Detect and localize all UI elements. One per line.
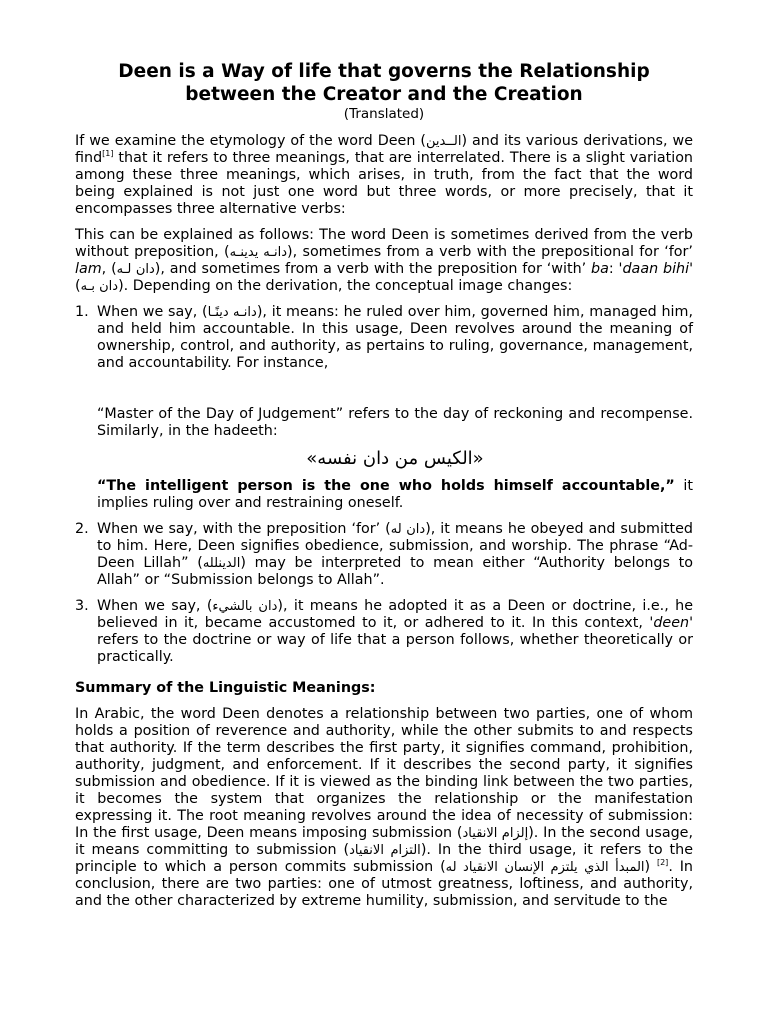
footnote-ref-2[interactable]: [2] <box>656 858 669 868</box>
list-item-2: 2. When we say, with the preposition ‘for’ (دان له), it means he obeyed and submitted to him. Here, Deen signifies obedience, submission, and worship. The phrase “Ad-Deen Lillah” (الدينلله) may be interpreted to mean either “Authority belongs to Allah” or “Submission belongs to Allah”. <box>75 521 694 588</box>
arabic-term: دان بـه <box>80 279 119 294</box>
arabic-term: المبدأ الذي يلتزم الإنسان الانقياد له <box>445 860 645 875</box>
list-item-1: 1. When we say, (دانـه دينًـا), it means: he ruled over him, governed him, managed him, and held him accountable. In this usage, Deen revolves around the meaning of ownership, control, and authority, as pertains to ruling, governance, management, and accountability. For instance, “Master of the Day of Judgement” refers to the day of reckoning and recompense. Similarly, in the hadeeth: «الكيس من دان نفسه» “The intelligent person is the one who holds himself accountable,” it implies ruling over and restraining oneself. <box>75 304 694 511</box>
title-line-1: Deen is a Way of life that governs the Relationship <box>118 61 650 82</box>
hadeeth-arabic-quote: «الكيس من دان نفسه» <box>306 448 484 469</box>
section-heading-summary: Summary of the Linguistic Meanings: <box>75 680 376 696</box>
arabic-term: دان بالشيء <box>212 599 278 614</box>
paragraph-derivation: This can be explained as follows: The word Deen is sometimes derived from the verb without preposition, (دانـه يدينـه), sometimes from a verb with the prepositional for ‘for’ lam, (دان لـه), and sometimes from a verb with the preposition for ‘with’ ba: 'daan bihi' (دان بـه). Depending on the derivation, the conceptual image changes: <box>75 227 694 294</box>
document-content <box>75 60 693 919</box>
list-item-3: 3. When we say, (دان بالشيء), it means he adopted it as a Deen or doctrine, i.e., he believed in it, became accustomed to it, or adhered to it. In this context, 'deen' refers to the doctrine or way of life that a person follows, whether theoretically or practically. <box>75 598 693 665</box>
arabic-term: الــدين <box>425 134 462 149</box>
page-subtitle: (Translated) <box>343 106 425 122</box>
page-title <box>75 60 693 106</box>
list-number: 1. <box>75 304 89 320</box>
arabic-term: الدينلله <box>202 556 241 571</box>
master-of-judgement-text: “Master of the Day of Judgement” refers to the day of reckoning and recompense. Similarly, in the hadeeth: <box>97 406 693 439</box>
list-number: 3. <box>75 598 89 614</box>
arabic-term: إلزام الانقياد <box>462 826 529 841</box>
arabic-term: التزام الانقياد <box>349 843 421 858</box>
list-number: 2. <box>75 521 89 537</box>
footnote-ref-1[interactable]: [1] <box>102 149 114 159</box>
title-line-2: between the Creator and the Creation <box>185 84 583 105</box>
arabic-term: دانـه يدينـه <box>229 245 288 260</box>
arabic-term: دان له <box>390 522 426 537</box>
arabic-term: دانـه دينًـا <box>207 305 257 320</box>
hadeeth-translation: “The intelligent person is the one who holds himself accountable,” <box>97 478 675 494</box>
paragraph-summary: In Arabic, the word Deen denotes a relationship between two parties, one of whom holds a position of reverence and authority, while the other submits to and respects that authority. If the term describes the first party, it signifies command, prohibition, authority, judgment, and enforcement. If it describes the second party, it signifies submission and obedience. If it is viewed as the binding link between the two parties, it becomes the system that organizes the relationship or the manifestation expressing it. The root meaning revolves around the idea of necessity of submission: In the first usage, Deen means imposing submission (إلزام الانقياد). In the second usage, it means committing to submission (التزام الانقياد). In the third usage, it refers to the principle to which a person commits submission (المبدأ الذي يلتزم الإنسان الانقياد له) [2]. In conclusion, there are two parties: one of utmost greatness, loftiness, and authority, and the other characterized by extreme humility, submission, and servitude to the <box>75 706 694 909</box>
arabic-term: دان لـه <box>116 262 155 277</box>
paragraph-etymology: If we examine the etymology of the word Deen (الــدين) and its various derivations, we find[1] that it refers to three meanings, that are interrelated. There is a slight variation among these three meanings, which arises, in truth, from the fact that the word being explained is not just one word but three words, or more precisely, that it encompasses three alternative verbs: <box>75 133 693 217</box>
